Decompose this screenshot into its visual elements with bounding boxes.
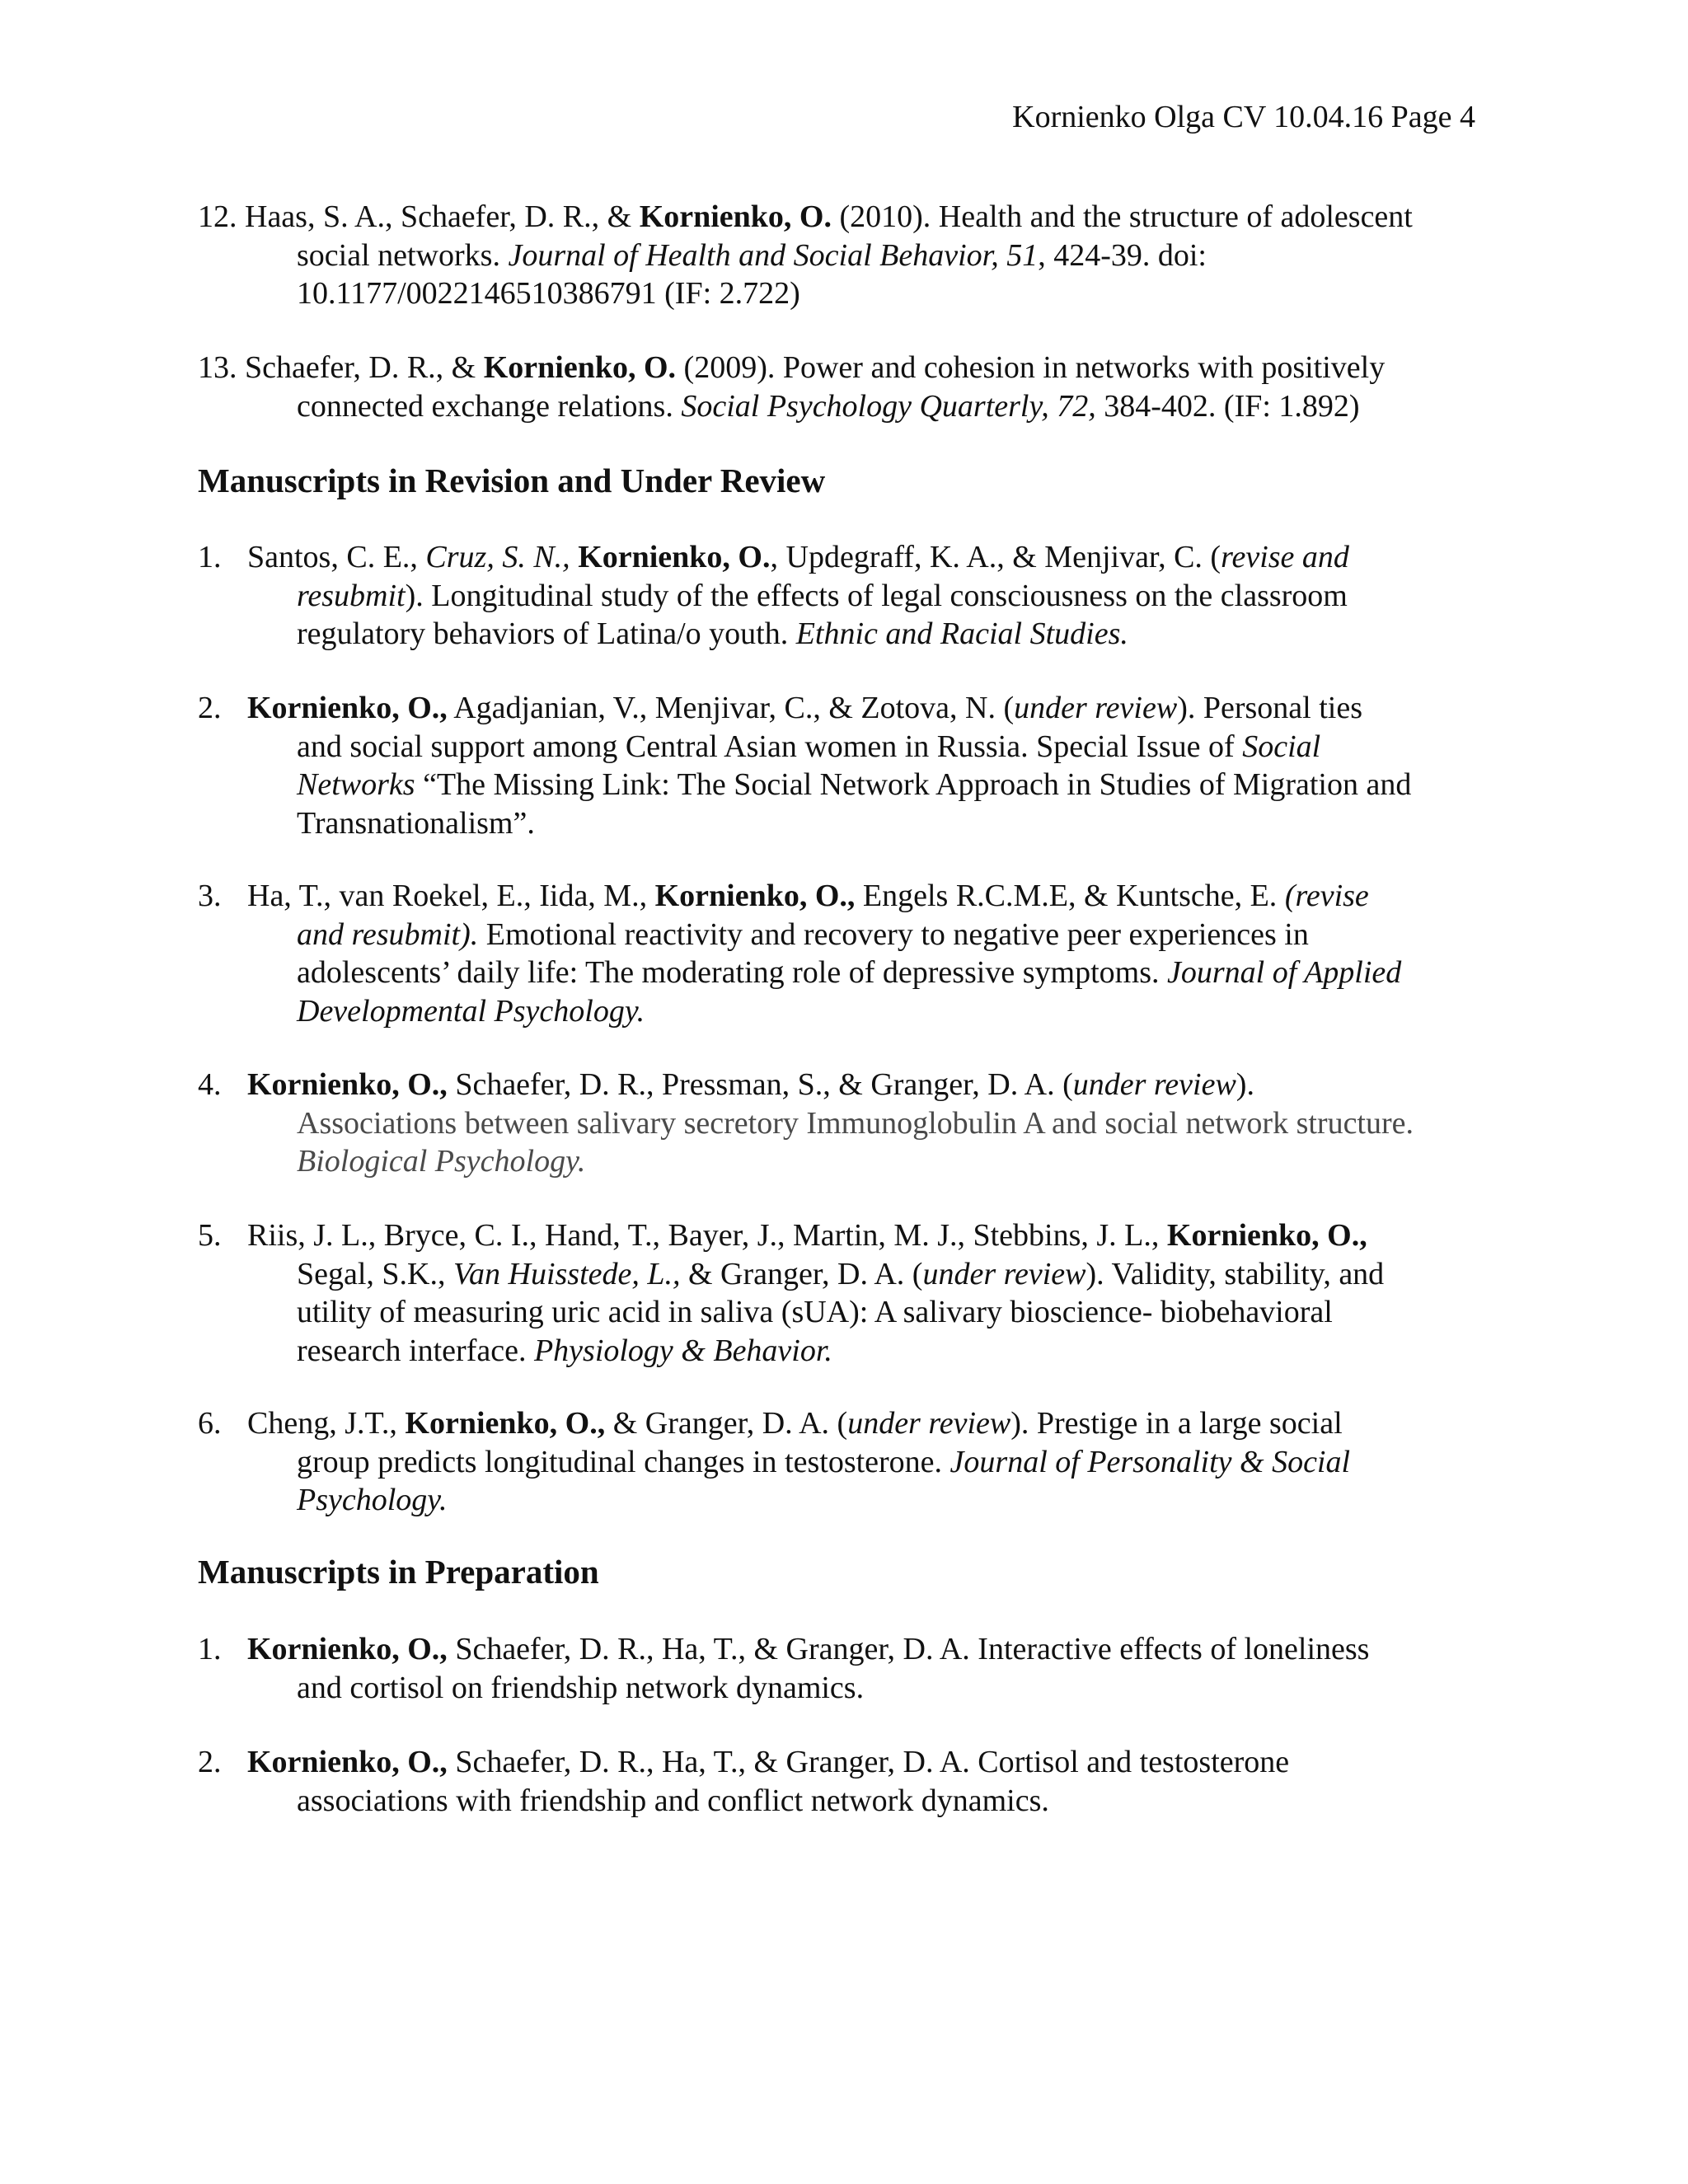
entry-line: Psychology. — [297, 1483, 448, 1517]
entry-line: Biological Psychology. — [297, 1144, 586, 1179]
entry-line: and cortisol on friendship network dynamics. — [297, 1670, 865, 1705]
publication-entry-12 — [198, 198, 1484, 313]
entry-line: resubmit). Longitudinal study of the effects of legal consciousness on the classroom — [297, 578, 1348, 613]
entry-line: 1. Kornienko, O., Schaefer, D. R., Ha, T., & Granger, D. A. Interactive effects of loneliness — [198, 1632, 1370, 1666]
preparation-entry-1 — [198, 1630, 1484, 1707]
entry-line: Segal, S.K., Van Huisstede, L., & Granger, D. A. (under review). Validity, stability, and — [297, 1256, 1385, 1291]
entry-line: Networks “The Missing Link: The Social Network Approach in Studies of Migration and — [297, 767, 1412, 802]
entry-line: and social support among Central Asian women in Russia. Special Issue of Social — [297, 729, 1321, 764]
section-heading-revision: Manuscripts in Revision and Under Review — [198, 462, 826, 499]
publication-entry-13 — [198, 349, 1484, 425]
entry-line: 2. Kornienko, O., Schaefer, D. R., Ha, T., & Granger, D. A. Cortisol and testosterone — [198, 1745, 1290, 1779]
entry-line: social networks. Journal of Health and Social Behavior, 51, 424-39. doi: — [297, 237, 1207, 273]
entry-line: utility of measuring uric acid in saliva (sUA): A salivary bioscience- biobehavioral — [297, 1295, 1333, 1329]
page-header: Kornienko Olga CV 10.04.16 Page 4 — [1012, 100, 1475, 134]
entry-line: 3. Ha, T., van Roekel, E., Iida, M., Kornienko, O., Engels R.C.M.E, & Kuntsche, E. (revise — [198, 879, 1369, 913]
review-entry-6 — [198, 1404, 1484, 1520]
review-entry-2 — [198, 689, 1484, 842]
entry-line: connected exchange relations. Social Psychology Quarterly, 72, 384-402. (IF: 1.892) — [297, 388, 1360, 424]
entry-line: research interface. Physiology & Behavior. — [297, 1333, 832, 1368]
entry-line: 6. Cheng, J.T., Kornienko, O., & Granger, D. A. (under review). Prestige in a large social — [198, 1406, 1343, 1441]
review-entry-4 — [198, 1066, 1484, 1181]
entry-line: 5. Riis, J. L., Bryce, C. I., Hand, T., Bayer, J., Martin, M. J., Stebbins, J. L., Kornienko, O., — [198, 1218, 1367, 1253]
entry-line: associations with friendship and conflict network dynamics. — [297, 1783, 1049, 1818]
entry-line: 10.1177/0022146510386791 (IF: 2.722) — [297, 276, 800, 311]
review-entry-1 — [198, 538, 1484, 654]
entry-line: 2. Kornienko, O., Agadjanian, V., Menjivar, C., & Zotova, N. (under review). Personal ties — [198, 691, 1362, 725]
entry-line: Developmental Psychology. — [297, 993, 645, 1029]
entry-line: Transnationalism”. — [297, 805, 535, 841]
section-heading-preparation: Manuscripts in Preparation — [198, 1553, 599, 1591]
entry-line: 4. Kornienko, O., Schaefer, D. R., Pressman, S., & Granger, D. A. (under review). — [198, 1067, 1254, 1102]
entry-line: and resubmit). Emotional reactivity and recovery to negative peer experiences in — [297, 916, 1309, 952]
entry-line: Associations between salivary secretory Immunoglobulin A and social network structure. — [297, 1105, 1414, 1141]
review-entry-3 — [198, 877, 1484, 1030]
entry-line: adolescents’ daily life: The moderating role of depressive symptoms. Journal of Applied — [297, 955, 1402, 990]
preparation-entry-2 — [198, 1743, 1484, 1820]
entry-line: 1. Santos, C. E., Cruz, S. N., Kornienko, O., Updegraff, K. A., & Menjivar, C. (revise and — [198, 540, 1349, 574]
review-entry-5 — [198, 1216, 1484, 1370]
entry-line: group predicts longitudinal changes in testosterone. Journal of Personality & Social — [297, 1444, 1351, 1479]
entry-line: 12. Haas, S. A., Schaefer, D. R., & Kornienko, O. (2010). Health and the structure of adolescent — [198, 199, 1413, 234]
entry-line: regulatory behaviors of Latina/o youth. Ethnic and Racial Studies. — [297, 616, 1128, 651]
entry-line: 13. Schaefer, D. R., & Kornienko, O. (2009). Power and cohesion in networks with positively — [198, 350, 1386, 385]
